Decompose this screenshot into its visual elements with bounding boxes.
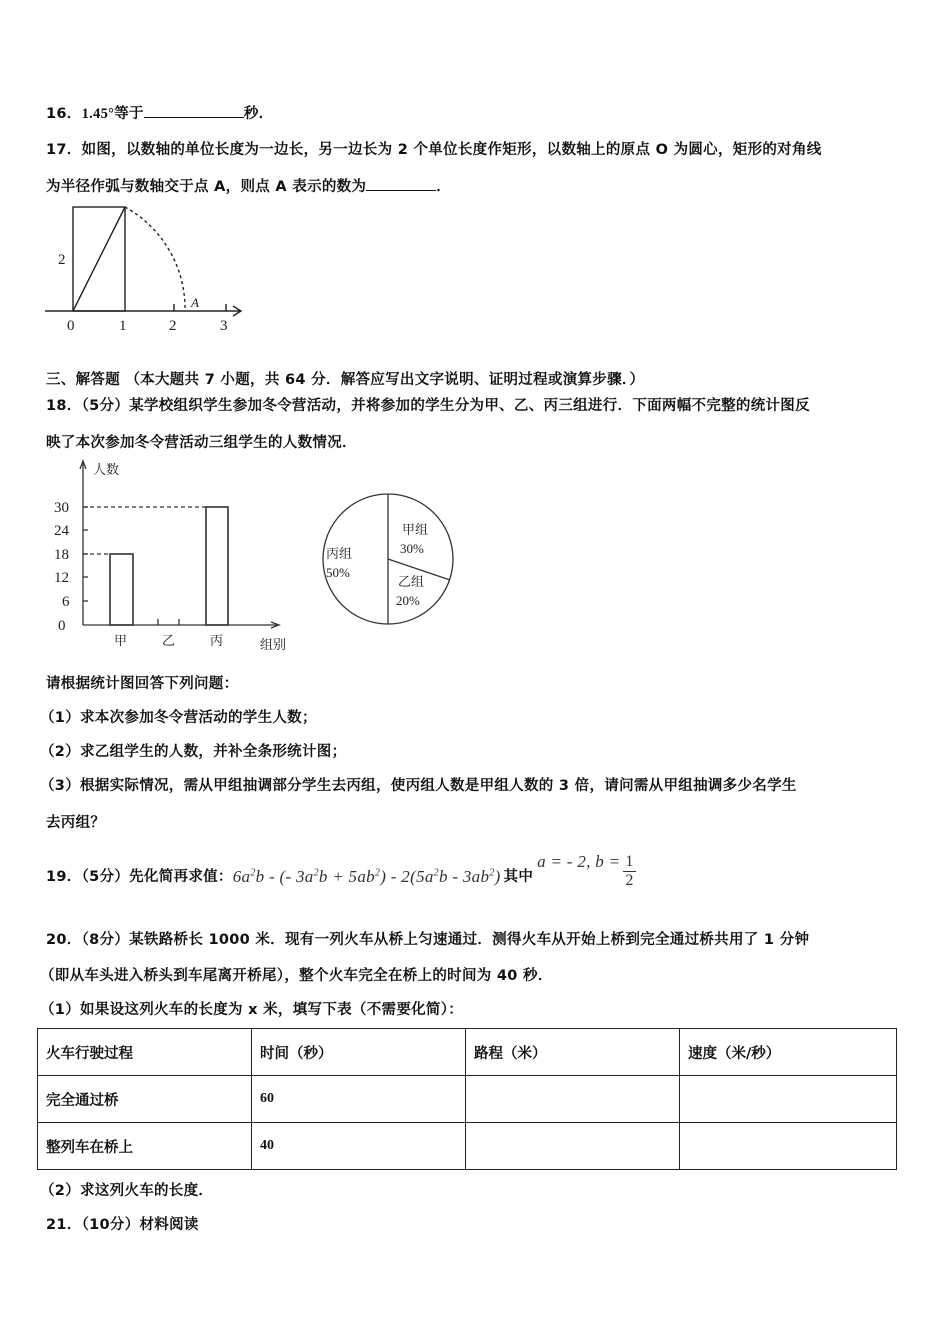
table-row <box>38 1076 897 1123</box>
x-axis-label: 组别 <box>260 637 287 652</box>
train-table <box>37 1028 897 1170</box>
table-cell-empty[interactable] <box>466 1123 680 1170</box>
q19-condition: a = - 2, b = <box>537 852 621 871</box>
tick-0: 0 <box>67 318 75 334</box>
q20-line1: 20．（8分）某铁路桥长 1000 米．现有一列火车从桥上匀速通过．测得火车从开始上桥到完全通过桥共用了 1 分钟 <box>46 932 810 948</box>
table-cell: 整列车在桥上 <box>38 1123 252 1170</box>
xcat-bing: 丙 <box>210 633 224 648</box>
tick-2: 2 <box>169 318 177 334</box>
question-16 <box>46 102 273 123</box>
q20-line2: （即从车头进入桥头到车尾离开桥尾），整个火车完全在桥上的时间为 40 秒． <box>40 968 553 984</box>
xcat-jia: 甲 <box>114 633 128 648</box>
q19-expression: $6a^2b$ - (- $3a^2b + 5ab^2) - 2(5a^2b - 3ab^2)$ <box>232 867 501 886</box>
table-header: 速度（米/秒） <box>680 1029 897 1076</box>
bar-bing <box>206 507 228 625</box>
q16-number: 16． <box>46 106 82 122</box>
q16-suffix: 秒． <box>243 106 274 122</box>
number-line-figure <box>40 200 260 340</box>
section-3-title: 三、解答题 （本大题共 7 小题，共 64 分．解答应写出文字说明、证明过程或演算步骤．） <box>46 372 645 388</box>
side-label: 2 <box>58 252 66 268</box>
ytick-18: 18 <box>54 547 69 563</box>
table-header: 时间（秒） <box>252 1029 466 1076</box>
table-cell-empty[interactable] <box>466 1076 680 1123</box>
q19-fraction: $\frac{1}{2}$ <box>625 853 634 889</box>
pie-label-yi: 乙组 <box>398 574 425 589</box>
q19-prefix: 19．（5分）先化简再求值： <box>46 869 233 885</box>
q18-sub1: （1）求本次参加冬令营活动的学生人数； <box>40 710 317 726</box>
q17-line1: 17．如图，以数轴的单位长度为一边长，另一边长为 2 个单位长度作矩形，以数轴上的原点 O 为圆心，矩形的对角线 <box>46 142 822 158</box>
ytick-24: 24 <box>54 523 69 539</box>
table-header-row <box>38 1029 897 1076</box>
q19-mid: 其中 <box>503 869 534 885</box>
table-header: 火车行驶过程 <box>38 1029 252 1076</box>
question-19 <box>46 848 636 890</box>
q18-prompt: 请根据统计图回答下列问题： <box>46 676 239 692</box>
table-cell: 40 <box>252 1123 466 1170</box>
bar-chart <box>40 455 310 655</box>
q20-sub2: （2）求这列火车的长度． <box>40 1183 214 1199</box>
q17-answer-blank[interactable] <box>366 176 436 191</box>
pie-value-yi: 20% <box>396 593 420 608</box>
q18-sub3a: （3）根据实际情况，需从甲组抽调部分学生去丙组，使丙组人数是甲组人数的 3 倍，请问需从甲组抽调多少名学生 <box>40 778 797 794</box>
xcat-yi: 乙 <box>162 633 176 648</box>
table-cell-empty[interactable] <box>680 1123 897 1170</box>
tick-3: 3 <box>220 318 228 334</box>
q18-line1: 18．（5分）某学校组织学生参加冬令营活动，并将参加的学生分为甲、乙、丙三组进行．下面两幅不完整的统计图反 <box>46 398 810 414</box>
q16-answer-blank[interactable] <box>144 103 244 118</box>
q18-line2: 映了本次参加冬令营活动三组学生的人数情况． <box>46 435 357 451</box>
q16-prefix: 1.45°等于 <box>81 106 144 122</box>
table-cell: 60 <box>252 1076 466 1123</box>
table-row <box>38 1123 897 1170</box>
table-header: 路程（米） <box>466 1029 680 1076</box>
ytick-30: 30 <box>54 500 69 516</box>
ytick-0: 0 <box>58 618 66 634</box>
q21-line1: 21．（10分）材料阅读 <box>46 1217 199 1233</box>
y-axis-label: 人数 <box>93 462 120 477</box>
pie-chart <box>318 493 463 628</box>
q17-line2-wrap <box>46 175 451 196</box>
tick-1: 1 <box>119 318 127 334</box>
point-a-label: A <box>191 295 199 310</box>
table-cell: 完全通过桥 <box>38 1076 252 1123</box>
pie-value-jia: 30% <box>400 541 424 556</box>
q20-sub1: （1）如果设这列火车的长度为 x 米，填写下表（不需要化简）： <box>40 1002 464 1018</box>
q17-line2-end: ． <box>436 179 452 195</box>
arc-dashed <box>125 207 185 311</box>
ytick-12: 12 <box>54 570 69 586</box>
q18-sub3b: 去丙组？ <box>46 815 106 831</box>
ytick-6: 6 <box>62 594 70 610</box>
pie-label-jia: 甲组 <box>402 522 429 537</box>
pie-value-bing: 50% <box>326 565 350 580</box>
diagonal-line <box>73 207 125 311</box>
pie-label-bing: 丙组 <box>326 546 353 561</box>
bar-jia <box>110 554 133 625</box>
q17-line2: 为半径作弧与数轴交于点 A，则点 A 表示的数为 <box>46 179 367 195</box>
q18-sub2: （2）求乙组学生的人数，并补全条形统计图； <box>40 744 347 760</box>
table-cell-empty[interactable] <box>680 1076 897 1123</box>
